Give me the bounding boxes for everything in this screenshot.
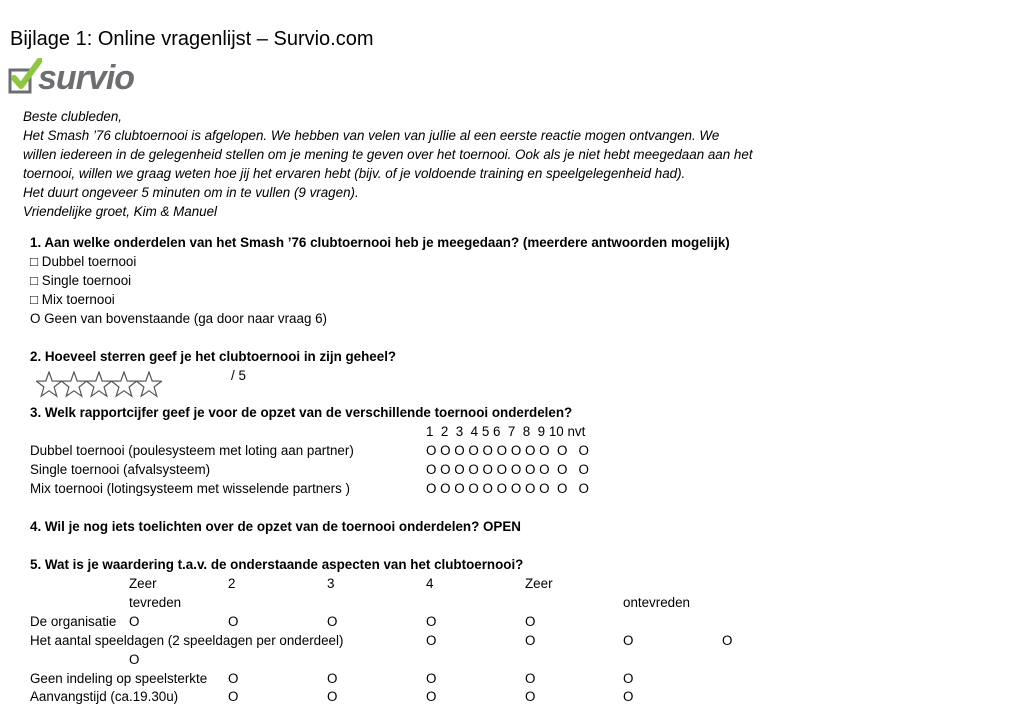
q3-row-label: Single toernooi (afvalsysteem) bbox=[30, 462, 211, 477]
q5-row-label-speeldagen: Het aantal speeldagen (2 speeldagen per onderdeel) bbox=[30, 633, 344, 648]
intro-line: Het duurt ongeveer 5 minuten om in te vullen (9 vragen). bbox=[23, 185, 359, 201]
q3-scale-header: 1 2 3 4 5 6 7 8 9 10 nvt bbox=[426, 424, 586, 439]
q5-header-col2: 2 bbox=[228, 576, 236, 591]
intro-line: Beste clubleden, bbox=[23, 109, 123, 124]
checkmark-logo-icon bbox=[8, 58, 42, 96]
question-3-title: 3. Welk rapportcijfer geef je voor de opzet van de verschillende toernooi onderdelen? bbox=[30, 405, 573, 420]
q5-radio[interactable]: O bbox=[426, 689, 437, 704]
q5-header-col5: Zeer bbox=[525, 576, 553, 591]
star-outline-icon bbox=[137, 372, 162, 396]
q5-header-col5-line2: ontevreden bbox=[623, 595, 691, 610]
question-5-title: 5. Wat is je waardering t.a.v. de onderstaande aspecten van het clubtoernooi? bbox=[30, 557, 524, 572]
q5-radio[interactable]: O bbox=[327, 614, 338, 629]
q5-radio[interactable]: O bbox=[623, 671, 634, 686]
star-outline-icon bbox=[87, 372, 112, 396]
q5-radio[interactable]: O bbox=[525, 614, 536, 629]
q3-row-label: Dubbel toernooi (poulesysteem met loting aan partner) bbox=[30, 443, 354, 458]
q5-radio[interactable]: O bbox=[426, 614, 437, 629]
question-1-title: 1. Aan welke onderdelen van het Smash ’76 clubtoernooi heb je meegedaan? (meerdere antwoorden mogelijk) bbox=[30, 235, 730, 250]
q5-radio[interactable]: O bbox=[525, 671, 536, 686]
q5-row-label-speelsterkte: Geen indeling op speelsterkte bbox=[30, 671, 208, 686]
q5-radio[interactable]: O bbox=[623, 689, 634, 704]
q1-option-dubbel[interactable]: □ Dubbel toernooi bbox=[30, 254, 137, 269]
intro-line: Vriendelijke groet, Kim & Manuel bbox=[23, 204, 218, 220]
intro-line: Het Smash ’76 clubtoernooi is afgelopen. We hebben van velen van jullie al een eerste reactie mogen ontvangen. We bbox=[23, 128, 720, 144]
q5-radio[interactable]: O bbox=[623, 633, 634, 648]
q3-row-options[interactable]: O O O O O O O O O O O bbox=[426, 462, 589, 477]
question-2-title: 2. Hoeveel sterren geef je het clubtoernooi in zijn geheel? bbox=[30, 349, 397, 364]
q5-row-label-aanvangstijd: Aanvangstijd (ca.19.30u) bbox=[30, 689, 179, 704]
intro-line: toernooi, willen we graag weten hoe jij het ervaren hebt (bijv. of je voldoende training en speelgelegenheid had). bbox=[23, 166, 686, 182]
intro-text bbox=[23, 107, 753, 222]
q5-radio[interactable]: O bbox=[228, 689, 239, 704]
star-rating[interactable] bbox=[36, 371, 162, 399]
q5-header-col4: 4 bbox=[426, 576, 434, 591]
q5-header-col3: 3 bbox=[327, 576, 335, 591]
q5-radio[interactable]: O bbox=[129, 614, 140, 629]
q1-option-single[interactable]: □ Single toernooi bbox=[30, 273, 132, 288]
q5-radio[interactable]: O bbox=[525, 633, 536, 648]
star-outline-icon bbox=[112, 372, 137, 396]
q5-radio[interactable]: O bbox=[525, 689, 536, 704]
q5-row-label-organisatie: De organisatie bbox=[30, 614, 117, 629]
intro-line: willen iedereen in de gelegenheid stellen om je mening te geven over het toernooi. Ook als je niet hebt meegedaan aan het bbox=[23, 147, 753, 163]
q3-row-label: Mix toernooi (lotingsysteem met wisselende partners ) bbox=[30, 481, 351, 496]
q5-radio[interactable]: O bbox=[426, 671, 437, 686]
page-title: Bijlage 1: Online vragenlijst – Survio.com bbox=[10, 28, 374, 50]
star-outline-icon bbox=[37, 372, 62, 396]
q3-row-options[interactable]: O O O O O O O O O O O bbox=[426, 443, 589, 458]
q5-radio[interactable]: O bbox=[722, 633, 733, 648]
q5-radio[interactable]: O bbox=[426, 633, 437, 648]
logo-text: survio bbox=[38, 59, 135, 97]
q5-radio[interactable]: O bbox=[327, 671, 338, 686]
question-4-title: 4. Wil je nog iets toelichten over de opzet van de toernooi onderdelen? OPEN bbox=[30, 519, 521, 534]
q1-option-geen[interactable]: O Geen van bovenstaande (ga door naar vraag 6) bbox=[30, 311, 328, 326]
q5-header-col1-line2: tevreden bbox=[129, 595, 182, 610]
star-outline-icon bbox=[62, 372, 87, 396]
q5-header-col1: Zeer bbox=[129, 576, 157, 591]
q5-radio[interactable]: O bbox=[129, 652, 140, 667]
q3-row-options[interactable]: O O O O O O O O O O O bbox=[426, 481, 589, 496]
q5-radio[interactable]: O bbox=[228, 671, 239, 686]
q5-radio[interactable]: O bbox=[327, 689, 338, 704]
q1-option-mix[interactable]: □ Mix toernooi bbox=[30, 292, 115, 307]
q5-radio[interactable]: O bbox=[228, 614, 239, 629]
star-rating-suffix: / 5 bbox=[231, 368, 246, 383]
survio-logo bbox=[8, 58, 138, 98]
